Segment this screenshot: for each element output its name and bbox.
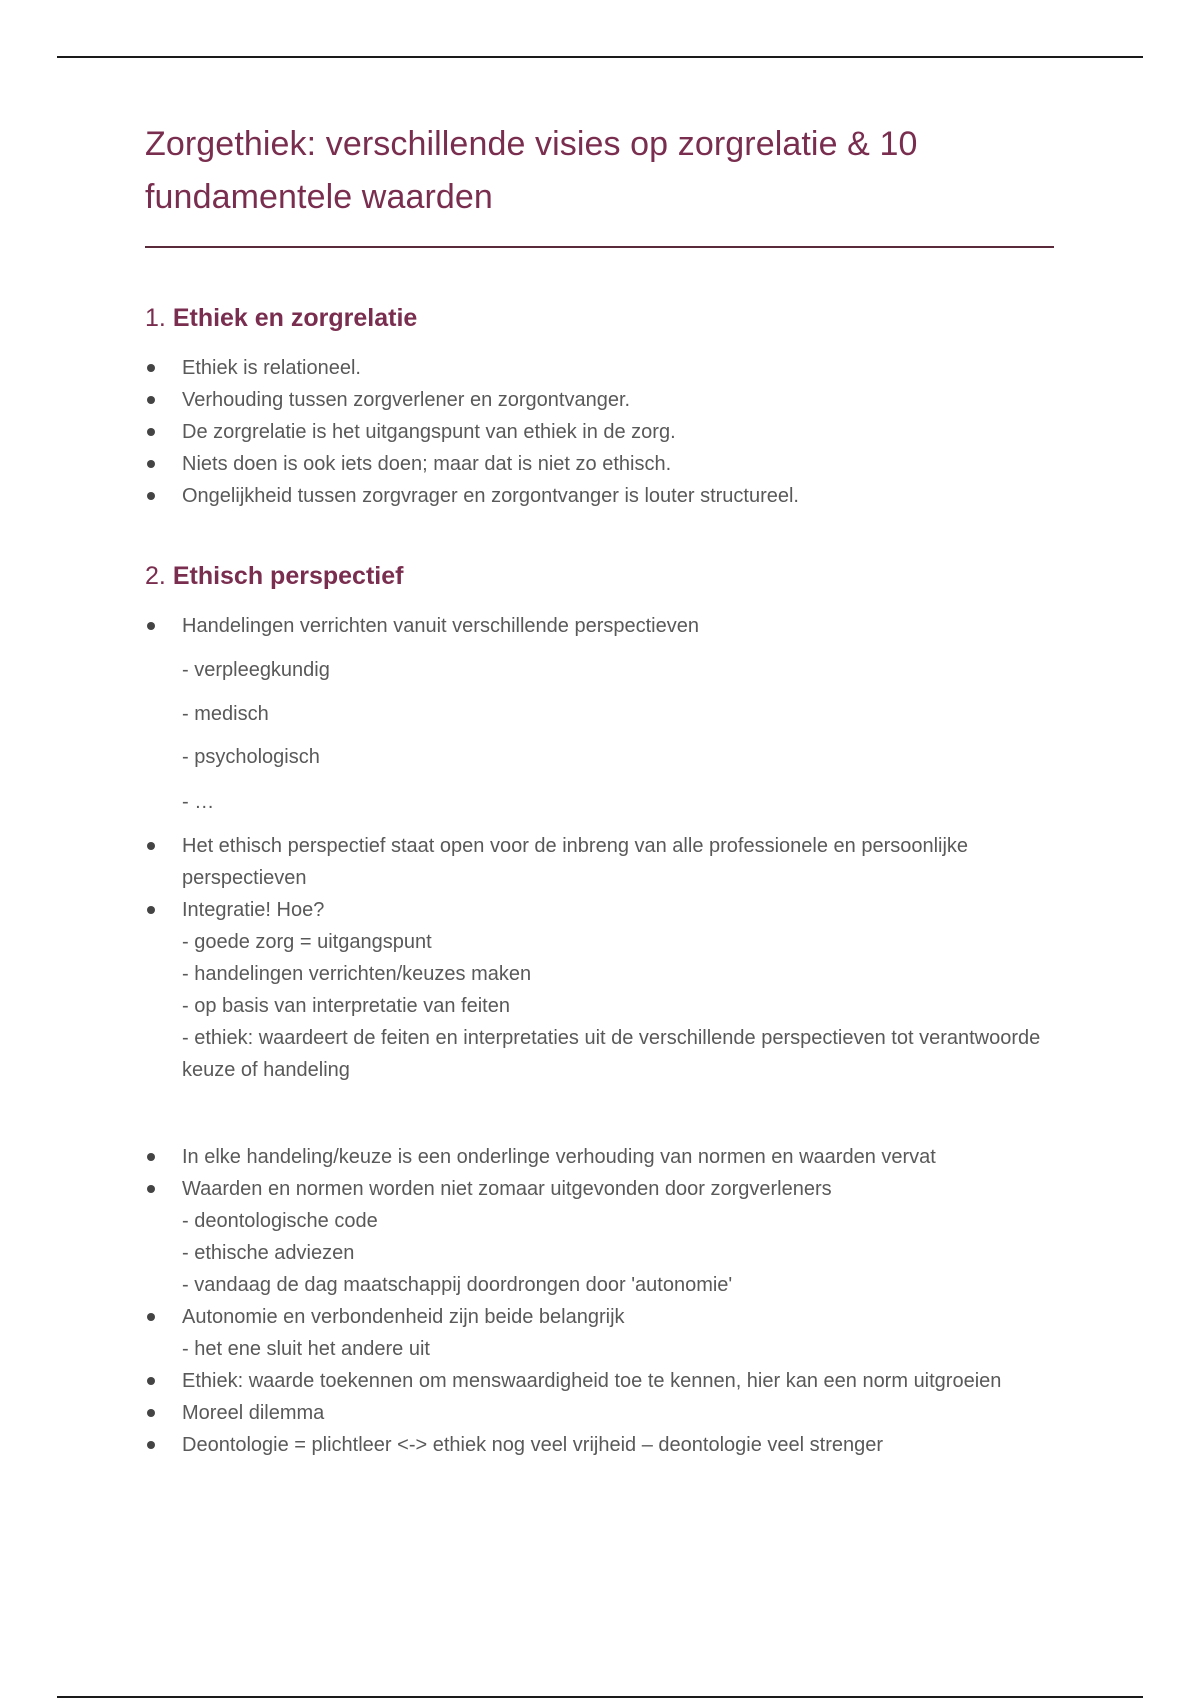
section-2-second-list: [145, 830, 1045, 1086]
list-item: Ongelijkheid tussen zorgvrager en zorgontvanger is louter structureel.: [145, 480, 1045, 512]
bullet-icon: [147, 492, 155, 500]
section-1-list: [145, 352, 1045, 512]
section-2-third-list: [145, 1141, 1045, 1461]
section-2-heading: [145, 562, 403, 591]
list-item: Handelingen verrichten vanuit verschillende perspectieven: [145, 610, 1045, 642]
section-2-first-list: [145, 610, 1045, 642]
section-1-title: Ethiek en zorgrelatie: [172, 304, 418, 332]
document-title-block: [145, 118, 1055, 224]
sub-item: - op basis van interpretatie van feiten: [182, 995, 510, 1017]
list-item: Autonomie en verbondenheid zijn beide belangrijk - het ene sluit het andere uit: [145, 1301, 1045, 1365]
sub-item: - handelingen verrichten/keuzes maken: [182, 963, 532, 985]
sub-item: - deontologische code: [182, 1210, 378, 1232]
bullet-icon: [147, 1313, 155, 1321]
section-2-title: Ethisch perspectief: [172, 562, 404, 590]
bullet-icon: [147, 460, 155, 468]
bullet-icon: [147, 428, 155, 436]
bullet-icon: [147, 1185, 155, 1193]
list-item: Integratie! Hoe? - goede zorg = uitgangspunt - handelingen verrichten/keuzes maken - op basis van interpretatie van feiten - ethiek: waardeert de feiten en interpretaties uit de verschillende perspectieven tot verantwoorde keuze of handeling: [145, 894, 1045, 1086]
list-item: In elke handeling/keuze is een onderlinge verhouding van normen en waarden vervat: [145, 1141, 1045, 1173]
bullet-icon: [147, 622, 155, 630]
list-item: Ethiek is relationeel.: [145, 352, 1045, 384]
list-item: De zorgrelatie is het uitgangspunt van ethiek in de zorg.: [145, 416, 1045, 448]
bullet-icon: [147, 1377, 155, 1385]
bullet-icon: [147, 1409, 155, 1417]
section-1-number: 1.: [145, 304, 166, 332]
section-1-heading: [145, 304, 417, 333]
bullet-icon: [147, 1153, 155, 1161]
bullet-icon: [147, 396, 155, 404]
list-item: Ethiek: waarde toekennen om menswaardigheid toe te kennen, hier kan een norm uitgroeien: [145, 1365, 1045, 1397]
perspective-item: - medisch: [182, 703, 269, 725]
list-item: Deontologie = plichtleer <-> ethiek nog veel vrijheid – deontologie veel strenger: [145, 1429, 1045, 1461]
sub-item: - ethische adviezen: [182, 1242, 355, 1264]
section-2-number: 2.: [145, 562, 166, 590]
perspective-item: - verpleegkundig: [182, 659, 330, 681]
list-item: Waarden en normen worden niet zomaar uitgevonden door zorgverleners - deontologische code - ethische adviezen - vandaag de dag maatschappij doordrongen door 'autonomie': [145, 1173, 1045, 1301]
perspective-item: - psychologisch: [182, 746, 320, 768]
sub-item: - vandaag de dag maatschappij doordrongen door 'autonomie': [182, 1274, 733, 1296]
sub-item: - goede zorg = uitgangspunt: [182, 931, 432, 953]
bullet-icon: [147, 364, 155, 372]
sub-item: - het ene sluit het andere uit: [182, 1338, 430, 1360]
list-item: Het ethisch perspectief staat open voor de inbreng van alle professionele en persoonlijke perspectieven: [145, 830, 1045, 894]
title-underline: [145, 246, 1054, 248]
bullet-icon: [147, 842, 155, 850]
bottom-rule: [57, 1696, 1143, 1698]
bullet-icon: [147, 1441, 155, 1449]
top-rule: [57, 56, 1143, 58]
perspective-item: - …: [182, 791, 215, 813]
bullet-icon: [147, 906, 155, 914]
list-item: Niets doen is ook iets doen; maar dat is niet zo ethisch.: [145, 448, 1045, 480]
list-item: Moreel dilemma: [145, 1397, 1045, 1429]
list-item: Verhouding tussen zorgverlener en zorgontvanger.: [145, 384, 1045, 416]
sub-item: - ethiek: waardeert de feiten en interpretaties uit de verschillende perspectieven tot verantwoorde keuze of handeling: [182, 1027, 1041, 1081]
page-title: Zorgethiek: verschillende visies op zorgrelatie & 10 fundamentele waarden: [145, 125, 918, 216]
